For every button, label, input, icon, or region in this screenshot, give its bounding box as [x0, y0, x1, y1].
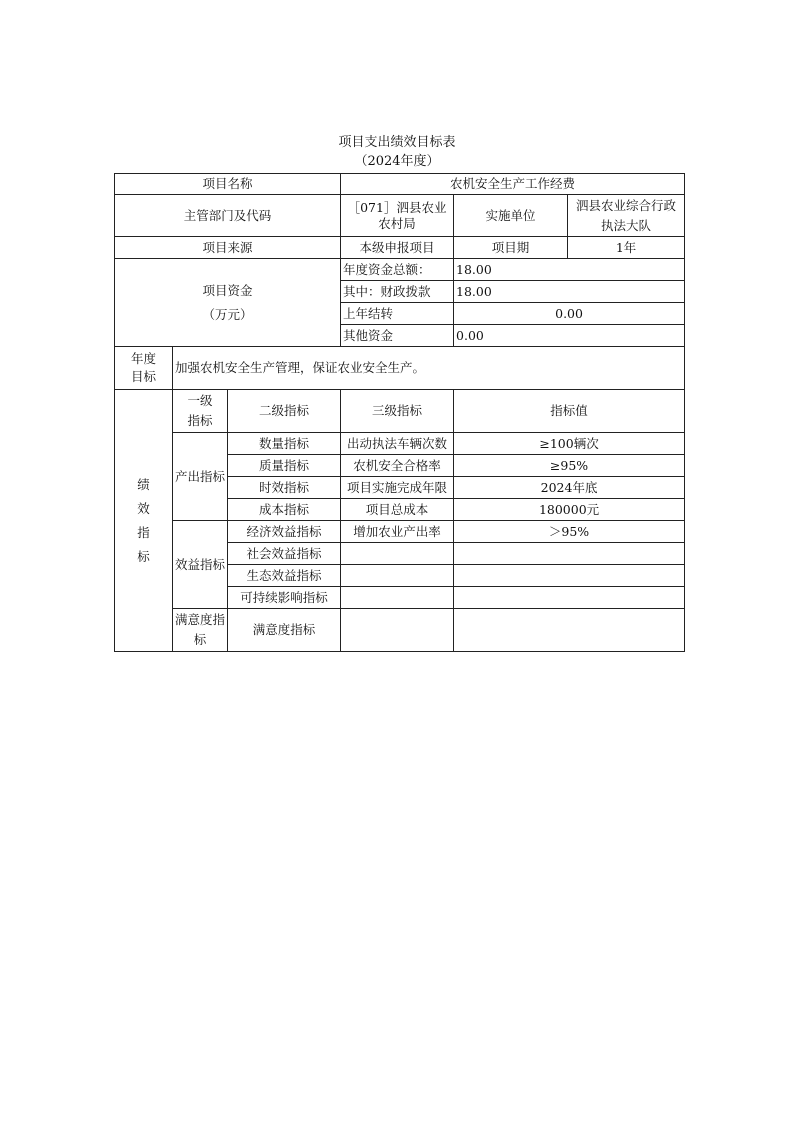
level2-cell: 时效指标	[228, 477, 341, 499]
annual-goal-row	[115, 347, 685, 390]
level2-cell: 成本指标	[228, 499, 341, 521]
indicator-value-cell: ≥95%	[454, 455, 685, 477]
department-label: 主管部门及代码	[115, 195, 341, 237]
project-period-label: 项目期	[454, 237, 568, 259]
indicator-value-cell	[454, 587, 685, 609]
indicator-value-cell	[454, 609, 685, 652]
annual-goal-label: 年度 目标	[115, 347, 173, 390]
indicator-row	[115, 609, 685, 652]
output-indicator-label: 产出指标	[173, 433, 228, 521]
indicator-value-cell: ＞95%	[454, 521, 685, 543]
project-funds-label: 项目资金 （万元）	[115, 259, 341, 347]
department-row	[115, 195, 685, 237]
level3-header: 三级指标	[341, 390, 454, 433]
project-name-value: 农机安全生产工作经费	[341, 174, 685, 195]
benefit-indicator-label: 效益指标	[173, 521, 228, 609]
level3-cell: 项目总成本	[341, 499, 454, 521]
funds-other-value: 0.00	[454, 325, 685, 347]
level3-cell: 农机安全合格率	[341, 455, 454, 477]
funds-fiscal-label: 其中：财政拨款	[341, 281, 454, 303]
indicator-value-cell	[454, 543, 685, 565]
project-period-value: 1年	[568, 237, 685, 259]
annual-goal-text: 加强农机安全生产管理，保证农业安全生产。	[173, 347, 685, 390]
funds-row	[115, 259, 685, 281]
level1-header: 一级 指标	[173, 390, 228, 433]
level2-cell: 数量指标	[228, 433, 341, 455]
implementing-unit-label: 实施单位	[454, 195, 568, 237]
level2-cell: 满意度指标	[228, 609, 341, 652]
project-source-row	[115, 237, 685, 259]
satisfaction-indicator-label: 满意度指 标	[173, 609, 228, 652]
performance-indicators-label: 绩 效 指 标	[115, 390, 173, 652]
level3-cell	[341, 543, 454, 565]
indicator-value-cell: 180000元	[454, 499, 685, 521]
indicator-header-row	[115, 390, 685, 433]
funds-total-label: 年度资金总额：	[341, 259, 454, 281]
implementing-unit-value: 泗县农业综合行政执法大队	[568, 195, 685, 237]
indicator-row	[115, 433, 685, 455]
project-name-row	[115, 174, 685, 195]
funds-total-value: 18.00	[454, 259, 685, 281]
level3-cell	[341, 565, 454, 587]
level2-cell: 生态效益指标	[228, 565, 341, 587]
performance-target-table	[114, 173, 685, 652]
indicator-value-cell: ≥100辆次	[454, 433, 685, 455]
level2-cell: 经济效益指标	[228, 521, 341, 543]
level2-cell: 社会效益指标	[228, 543, 341, 565]
level2-cell: 质量指标	[228, 455, 341, 477]
project-source-value: 本级申报项目	[341, 237, 454, 259]
indicator-value-header: 指标值	[454, 390, 685, 433]
level3-cell: 项目实施完成年限	[341, 477, 454, 499]
funds-carryover-value: 0.00	[454, 303, 685, 325]
funds-carryover-label: 上年结转	[341, 303, 454, 325]
funds-other-label: 其他资金	[341, 325, 454, 347]
level2-header: 二级指标	[228, 390, 341, 433]
project-name-label: 项目名称	[115, 174, 341, 195]
project-source-label: 项目来源	[115, 237, 341, 259]
indicator-value-cell	[454, 565, 685, 587]
indicator-value-cell: 2024年底	[454, 477, 685, 499]
level3-cell: 增加农业产出率	[341, 521, 454, 543]
page-subtitle-year: （2024年度）	[354, 154, 440, 169]
page-title: 项目支出绩效目标表	[338, 135, 456, 150]
level3-cell: 出动执法车辆次数	[341, 433, 454, 455]
level3-cell	[341, 609, 454, 652]
level2-cell: 可持续影响指标	[228, 587, 341, 609]
department-value: ［071］泗县农业农村局	[341, 195, 454, 237]
indicator-row	[115, 521, 685, 543]
level3-cell	[341, 587, 454, 609]
funds-fiscal-value: 18.00	[454, 281, 685, 303]
